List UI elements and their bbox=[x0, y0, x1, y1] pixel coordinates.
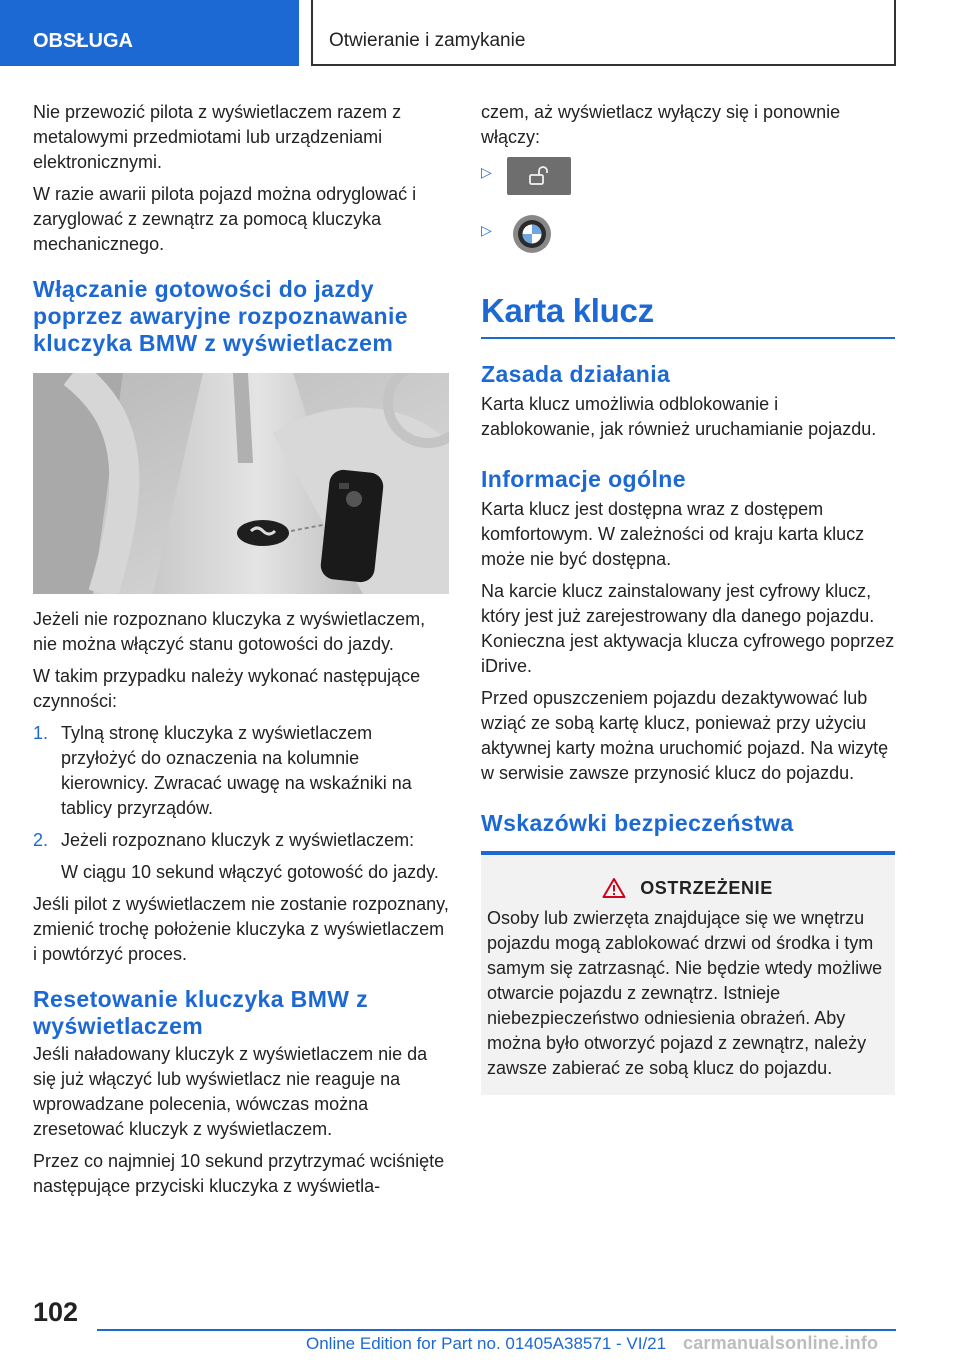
steering-column-key-photo bbox=[33, 373, 449, 594]
list-item bbox=[481, 215, 895, 267]
intro-paragraph-1: Nie przewozić pilota z wyświetlaczem razem z metalowymi przedmiotami lub urządzeniami elektronicznymi. bbox=[33, 102, 402, 172]
step-text: Tylną stronę kluczyka z wyświetlaczem przyłożyć do oznaczenia na kolumnie kierownicy. Zwracać uwagę na wskaźniki na tablicy przyrządów. bbox=[61, 723, 412, 818]
heading-safety: Wskazówki bezpieczeństwa bbox=[481, 810, 794, 836]
heading-principle: Zasada działania bbox=[481, 361, 671, 387]
bmw-logo-button-image bbox=[513, 215, 551, 253]
principle-paragraph: Karta klucz umożliwia odblokowanie i zablokowanie, jak również uruchamianie pojazdu. bbox=[481, 394, 877, 439]
warning-title: OSTRZEŻENIE bbox=[640, 877, 773, 898]
general-paragraph-1: Karta klucz jest dostępna wraz z dostępem komfortowym. W zależności od kraju karta klucz może nie być dostępna. bbox=[481, 499, 865, 569]
heading-emergency-detection: Włączanie gotowości do jazdy poprzez awaryjne rozpoznawanie kluczyka BMW z wyświetlaczem bbox=[33, 276, 408, 356]
reset-paragraph-2: Przez co najmniej 10 sekund przytrzymać wciśnięte następujące przyciski kluczyka z wyświetla- bbox=[33, 1151, 445, 1196]
watermark: carmanualsonline.info bbox=[683, 1333, 879, 1353]
arrow-bullet-icon: ▷ bbox=[481, 164, 492, 180]
page-number: 102 bbox=[33, 1297, 79, 1327]
reset-paragraph-1: Jeśli naładowany kluczyk z wyświetlaczem nie da się już włączyć lub wyświetlacz nie reaguje na wprowadzane polecenia, wówczas można zresetować kluczyk z wyświetlaczem. bbox=[33, 1044, 428, 1139]
unlock-button-image bbox=[507, 157, 571, 195]
section-title-key-card: Karta klucz bbox=[481, 291, 895, 339]
general-paragraph-2: Na karcie klucz zainstalowany jest cyfrowy klucz, który jest już zarejestrowany dla danego pojazdu. Konieczna jest aktywacja klucza cyfrowego poprzez iDrive. bbox=[481, 581, 895, 676]
retry-paragraph: Jeśli pilot z wyświetlaczem nie zostanie rozpoznany, zmienić trochę położenie kluczyka z wyświetlaczem i powtórzyć proces. bbox=[33, 894, 449, 964]
step-number: 2. bbox=[33, 830, 49, 850]
list-item bbox=[33, 721, 449, 821]
list-item bbox=[481, 157, 895, 209]
step-number: 1. bbox=[33, 723, 49, 743]
warning-text: Osoby lub zwierzęta znajdujące się we wnętrzu pojazdu mogą zablokować drzwi od środka i tym samym się zatrzasnąć. Nie będzie wtedy możliwe otwarcie pojazdu z zewnątrz. Istnieje niebezpieczeństwo odniesienia obrażeń. Aby można było otworzyć pojazd z zewnątrz, należy zawsze zabierać ze sobą klucz do pojazdu. bbox=[487, 908, 883, 1078]
bmw-roundel-icon bbox=[517, 219, 547, 249]
heading-general-info: Informacje ogólne bbox=[481, 466, 686, 492]
procedure-intro-paragraph: W takim przypadku należy wykonać następujące czynności: bbox=[33, 666, 421, 711]
left-column bbox=[33, 100, 449, 1206]
unlock-icon bbox=[528, 166, 550, 186]
warning-triangle-icon bbox=[602, 877, 626, 899]
step-subtext: W ciągu 10 sekund włączyć gotowość do jazdy. bbox=[61, 862, 439, 882]
header-chapter-title: Otwieranie i zamykanie bbox=[329, 30, 526, 51]
list-item bbox=[33, 828, 449, 885]
heading-reset-key: Resetowanie kluczyka BMW z wyświetlaczem bbox=[33, 986, 369, 1039]
arrow-bullet-icon: ▷ bbox=[481, 222, 492, 238]
warning-title-row bbox=[487, 877, 888, 899]
right-column bbox=[481, 100, 895, 1095]
procedure-steps-list bbox=[33, 721, 449, 885]
general-paragraph-3: Przed opuszczeniem pojazdu dezaktywować lub wziąć ze sobą kartę klucz, ponieważ przy użyciu aktywnej karty można uruchomić pojazd. Na wizytę w serwisie zawsze przynosić klucz do pojazdu. bbox=[481, 688, 889, 783]
warning-box bbox=[481, 851, 895, 1095]
step-text: Jeżeli rozpoznano kluczyk z wyświetlaczem: bbox=[61, 830, 415, 850]
footer-edition: Online Edition for Part no. 01405A38571 - VI/21 bbox=[306, 1334, 667, 1353]
not-recognized-paragraph: Jeżeli nie rozpoznano kluczyka z wyświetlaczem, nie można włączyć stanu gotowości do jazdy. bbox=[33, 609, 426, 654]
continued-paragraph: czem, aż wyświetlacz wyłączy się i ponownie włączy: bbox=[481, 102, 841, 147]
header-chapter-box bbox=[311, 0, 896, 66]
header-section-tab bbox=[0, 0, 299, 66]
footer-divider bbox=[97, 1329, 896, 1331]
header-section-label: OBSŁUGA bbox=[33, 30, 133, 52]
intro-paragraph-2: W razie awarii pilota pojazd można odryglować i zaryglować z zewnątrz za pomocą kluczyka mechanicznego. bbox=[33, 184, 417, 254]
